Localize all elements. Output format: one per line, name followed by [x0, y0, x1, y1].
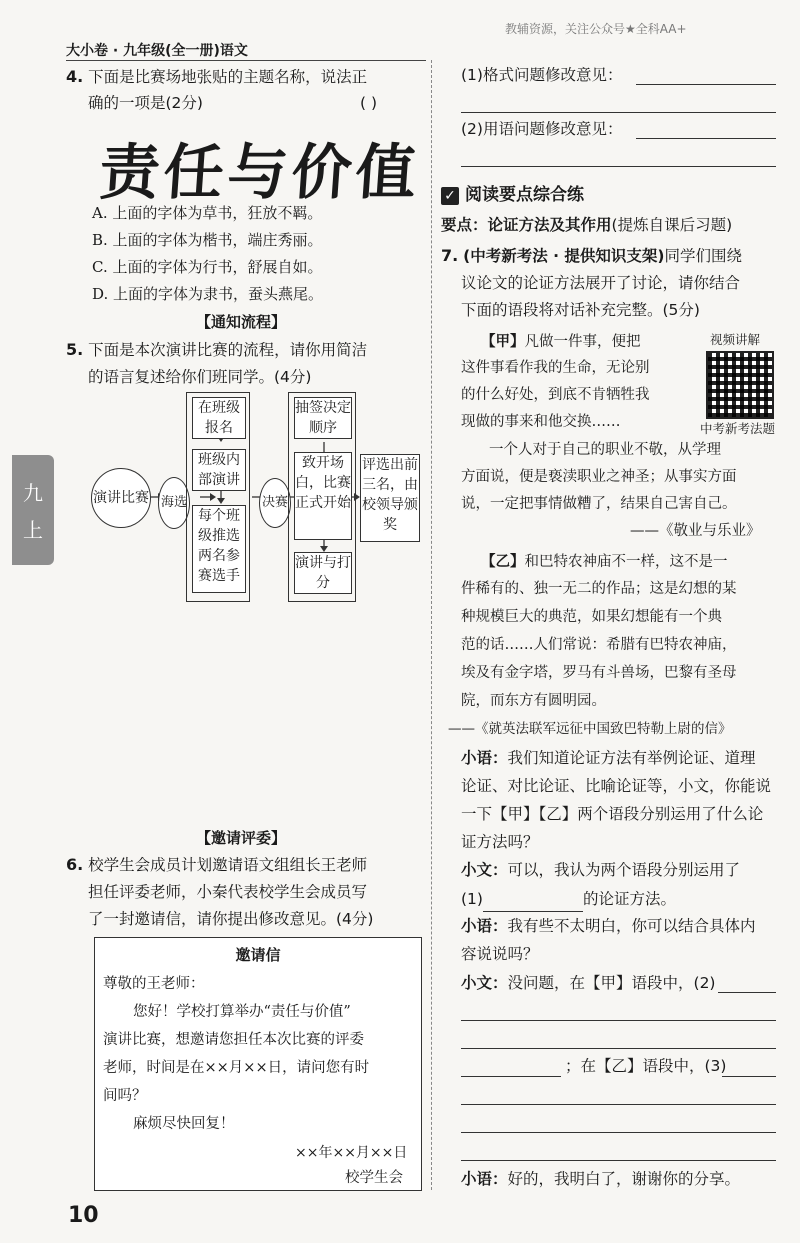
yi-text5: 埃及有金字塔，罗马有斗兽场，巴黎有圣母	[461, 665, 737, 681]
letter-body-4: 间吗？	[103, 1088, 147, 1104]
flow-step-draw-order: 抽签决定顺序	[294, 397, 352, 439]
q5-stem-line2: 的语言复述给你们班同学。(4分)	[88, 368, 312, 386]
q7-line2: 议论文的论证方法展开了讨论，请你结合	[461, 274, 741, 292]
q4-stem-line2: 确的一项是(2分)	[88, 94, 203, 112]
q6-stem-line3: 了一封邀请信，请你提出修改意见。(4分)	[88, 910, 374, 928]
dialog-4-line1	[461, 970, 715, 996]
q4-option-d[interactable]: D. 上面的字体为隶书，蚕头燕尾。	[92, 285, 324, 303]
q6-stem	[66, 852, 367, 878]
letter-greeting: 尊敬的王老师：	[103, 976, 205, 992]
section-notify-heading: 【通知流程】	[196, 313, 287, 331]
yi-text2: 件稀有的、独一无二的作品；这是幻想的某	[461, 581, 737, 597]
jia-text4: 现做的事来和他交换……	[461, 414, 621, 430]
q4-number: 4.	[66, 67, 84, 86]
q6-answer2-label: (2)用语问题修改意见：	[461, 120, 623, 138]
jia-text3: 的什么好处，到底不肯牺牲我	[461, 387, 650, 403]
q6-answer2-line2[interactable]	[461, 166, 776, 167]
section-invite-heading: 【邀请评委】	[196, 829, 287, 847]
grade-side-tab	[12, 455, 54, 565]
flow-end-award: 评选出前三名，由校领导颁奖	[360, 454, 420, 542]
side-tab-line1: 九	[23, 481, 43, 505]
reading-heading-text: 阅读要点综合练	[465, 185, 584, 205]
yi-line1	[481, 548, 728, 576]
flow-step-register: 在班级报名	[192, 397, 246, 439]
answer-line-2d[interactable]	[461, 1076, 561, 1077]
checkbox-icon: ✓	[441, 187, 459, 205]
flow-step-class-speech: 班级内部演讲	[192, 449, 246, 491]
letter-body-1: 您好！学校打算举办“责任与价值”	[133, 1004, 351, 1020]
letter-body-2: 演讲比赛，想邀请您担任本次比赛的评委	[103, 1032, 364, 1048]
jia-text5: 一个人对于自己的职业不敬，从学理	[489, 442, 721, 458]
side-tab-line2: 上	[23, 518, 43, 542]
flow-step-opening: 致开场白，比赛正式开始	[294, 452, 352, 540]
flow-prelim-oval: 海选	[158, 477, 190, 529]
dialog-2-line1	[461, 857, 740, 883]
jia-text1: 凡做一件事，便把	[524, 334, 641, 350]
jia-text2: 这件事看作我的生命，无论别	[461, 360, 650, 376]
jia-source: ——《敬业与乐业》	[630, 523, 761, 539]
q7-line3: 下面的语段将对话补充完整。(5分)	[461, 301, 700, 319]
letter-body-3: 老师，时间是在××月××日，请问您有时	[103, 1060, 370, 1076]
dialog-1-text3: 一下【甲】【乙】两个语段分别运用了什么论	[461, 805, 764, 823]
dialog-2-text1: 可以，我认为两个语段分别运用了	[507, 861, 741, 879]
q4-stem-line1: 下面是比赛场地张贴的主题名称，说法正	[88, 68, 368, 86]
q4-stem	[66, 64, 426, 90]
dialog-4-text1: 没问题，在【甲】语段中，(2)	[507, 974, 716, 992]
dialog-1-text2: 论证、对比论证、比喻论证等，小文，你能说	[461, 777, 772, 795]
answer-line-3a[interactable]	[722, 1076, 776, 1077]
answer-line-2b[interactable]	[461, 1020, 776, 1021]
dialog-5-speaker: 小语：	[461, 1170, 508, 1188]
q5-stem-line1: 下面是本次演讲比赛的流程，请你用简洁	[88, 341, 368, 359]
key-note: (提炼自课后习题)	[611, 216, 733, 234]
letter-title: 邀请信	[235, 946, 281, 964]
dialog-5-text1: 好的，我明白了，谢谢你的分享。	[507, 1170, 741, 1188]
key-label: 要点：	[441, 216, 488, 234]
q4-option-a[interactable]: A. 上面的字体为草书，狂放不羁。	[92, 204, 323, 222]
yi-text4: 范的话……人们常说：希腊有巴特农神庙，	[461, 637, 737, 653]
header-watermark: 教辅资源，关注公众号★全科AA+	[505, 22, 687, 36]
yi-label: 【乙】	[481, 553, 525, 570]
dialog-3-line1	[461, 913, 756, 939]
jia-line1	[481, 328, 641, 356]
flow-start-oval: 演讲比赛	[91, 468, 151, 528]
header-rule	[66, 60, 426, 61]
q4-answer-paren[interactable]: ( )	[360, 94, 378, 112]
invitation-letter	[94, 937, 422, 1191]
flow-step-speech-score: 演讲与打分	[294, 552, 352, 594]
letter-date: ××年××月××日	[295, 1145, 408, 1161]
video-label: 视频讲解	[710, 332, 761, 347]
q7-tag: (中考新考法 · 提供知识支架)	[463, 247, 665, 265]
letter-signature: 校学生会	[345, 1170, 403, 1186]
calligraphy-image: 责任与价值	[97, 138, 423, 208]
flow-final-oval: 决赛	[259, 478, 291, 528]
q6-stem-line1: 校学生会成员计划邀请语文组组长王老师	[88, 856, 368, 874]
answer-blank-1[interactable]	[483, 885, 583, 912]
dialog-5-line1	[461, 1166, 740, 1192]
q6-answer1-label: (1)格式问题修改意见：	[461, 66, 623, 84]
letter-body-5: 麻烦尽快回复！	[133, 1116, 235, 1132]
dialog-3-text1: 我有些不太明白，你可以结合具体内	[507, 917, 756, 935]
yi-source: ——《就英法联军远征中国致巴特勒上尉的信》	[448, 721, 732, 737]
book-title: 大小卷 · 九年级(全一册)语文	[66, 43, 248, 59]
q7-stem	[441, 243, 742, 269]
answer-line-3b[interactable]	[461, 1104, 776, 1105]
dialog-2-blank-num: (1)	[461, 890, 483, 908]
q6-answer2-line1[interactable]	[636, 138, 776, 139]
answer-line-2c[interactable]	[461, 1048, 776, 1049]
dialog-1-text1: 我们知道论证方法有举例论证、道理	[507, 749, 756, 767]
q6-answer1-line1[interactable]	[636, 84, 776, 85]
flow-step-select-two: 每个班级推选两名参赛选手	[192, 505, 246, 593]
q6-number: 6.	[66, 855, 84, 874]
dialog-1-text4: 证方法吗？	[461, 833, 539, 851]
page-number: 10	[68, 1203, 99, 1228]
jia-text7: 说，一定把事情做糟了，结果自己害自己。	[461, 496, 737, 512]
qr-caption: 中考新考法题	[700, 421, 776, 436]
q4-option-b[interactable]: B. 上面的字体为楷书，端庄秀丽。	[92, 231, 323, 249]
q7-line1: 同学们围绕	[664, 247, 743, 265]
dialog-3-text2: 容说说吗？	[461, 945, 539, 963]
answer-line-3c[interactable]	[461, 1132, 776, 1133]
dialog-4-speaker: 小文：	[461, 974, 508, 992]
yi-text3: 种规模巨大的典范，如果幻想能有一个典	[461, 609, 722, 625]
key-point	[441, 212, 732, 238]
qr-code-icon[interactable]	[706, 351, 774, 419]
q6-stem-line2: 担任评委老师，小秦代表校学生会成员写	[88, 883, 368, 901]
column-divider	[431, 60, 432, 1190]
answer-line-2a[interactable]	[718, 992, 776, 993]
jia-text6: 方面说，便是亵渎职业之神圣；从事实方面	[461, 469, 737, 485]
reading-heading	[441, 180, 584, 205]
dialog-1-speaker: 小语：	[461, 749, 508, 767]
answer-line-3d[interactable]	[461, 1160, 776, 1161]
dialog-2-line2	[461, 885, 676, 912]
q5-stem	[66, 337, 367, 363]
key-text: 论证方法及其作用	[487, 216, 612, 234]
dialog-2-speaker: 小文：	[461, 861, 508, 879]
jia-label: 【甲】	[481, 333, 525, 350]
dialog-2-text2: 的论证方法。	[582, 890, 676, 908]
yi-text1: 和巴特农神庙不一样，这不是一	[524, 554, 728, 570]
q7-number: 7.	[441, 246, 459, 265]
yi-text6: 院，而东方有圆明园。	[461, 693, 606, 709]
dialog-3-speaker: 小语：	[461, 917, 508, 935]
q6-answer1-line2[interactable]	[461, 112, 776, 113]
q5-number: 5.	[66, 340, 84, 359]
dialog-4-text2: ；在【乙】语段中，(3)	[565, 1057, 727, 1075]
dialog-1-line1	[461, 745, 756, 771]
q4-option-c[interactable]: C. 上面的字体为行书，舒展自如。	[92, 258, 323, 276]
